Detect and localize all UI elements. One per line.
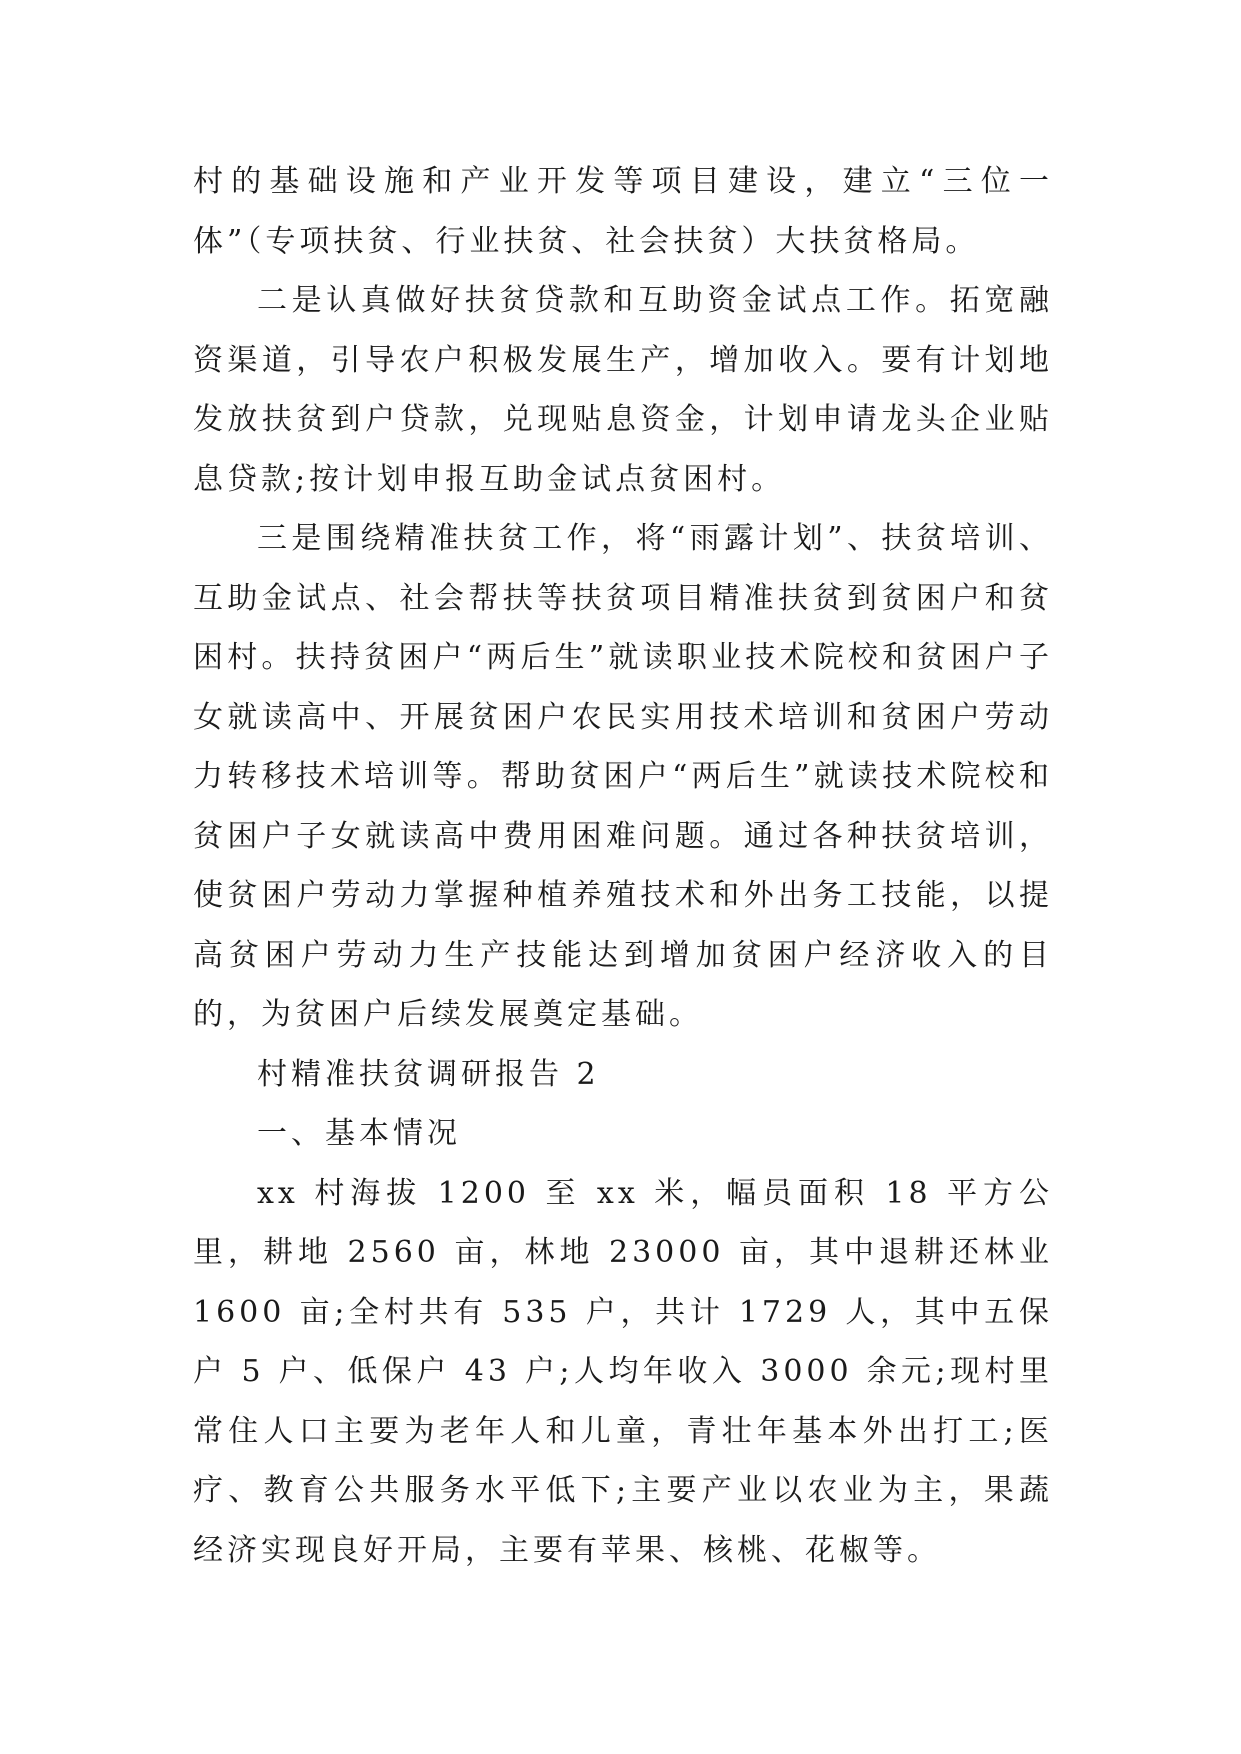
section-heading: 一、基本情况 — [257, 1116, 461, 1151]
document-body — [193, 152, 1053, 1580]
report-title: 村精准扶贫调研报告 2 — [257, 1056, 600, 1092]
paragraph-loan-funds: 二是认真做好扶贫贷款和互助资金试点工作。拓宽融资渠道，引导农户积极发展生产，增加收入。要有计划地发放扶贫到户贷款，兑现贴息资金，计划申请龙头企业贴息贷款;按计划申报互助金试点贫困村。 — [193, 283, 1053, 497]
paragraph-precision-poverty: 三是围绕精准扶贫工作，将“雨露计划”、扶贫培训、互助金试点、社会帮扶等扶贫项目精准扶贫到贫困户和贫困村。扶持贫困户“两后生”就读职业技术院校和贫困户子女就读高中、开展贫困户农民实用技术培训和贫困户劳动力转移技术培训等。帮助贫困户“两后生”就读技术院校和贫困户子女就读高中费用困难问题。通过各种扶贫培训，使贫困户劳动力掌握种植养殖技术和外出务工技能，以提高贫困户劳动力生产技能达到增加贫困户经济收入的目的，为贫困户后续发展奠定基础。 — [193, 521, 1053, 1032]
paragraph-basic-info: xx 村海拔 1200 至 xx 米，幅员面积 18 平方公里，耕地 2560 亩，林地 23000 亩，其中退耕还林业 1600 亩;全村共有 535 户，共计 1729 人，其中五保户 5 户、低保户 43 户;人均年收入 3000 余元;现村里常住人口主要为老年人和儿童，青壮年基本外出打工;医疗、教育公共服务水平低下;主要产业以农业为主，果蔬经济实现良好开局，主要有苹果、核桃、花椒等。 — [193, 1175, 1053, 1568]
paragraph-continuation: 村的基础设施和产业开发等项目建设，建立“三位一体”（专项扶贫、行业扶贫、社会扶贫）大扶贫格局。 — [193, 164, 1053, 259]
